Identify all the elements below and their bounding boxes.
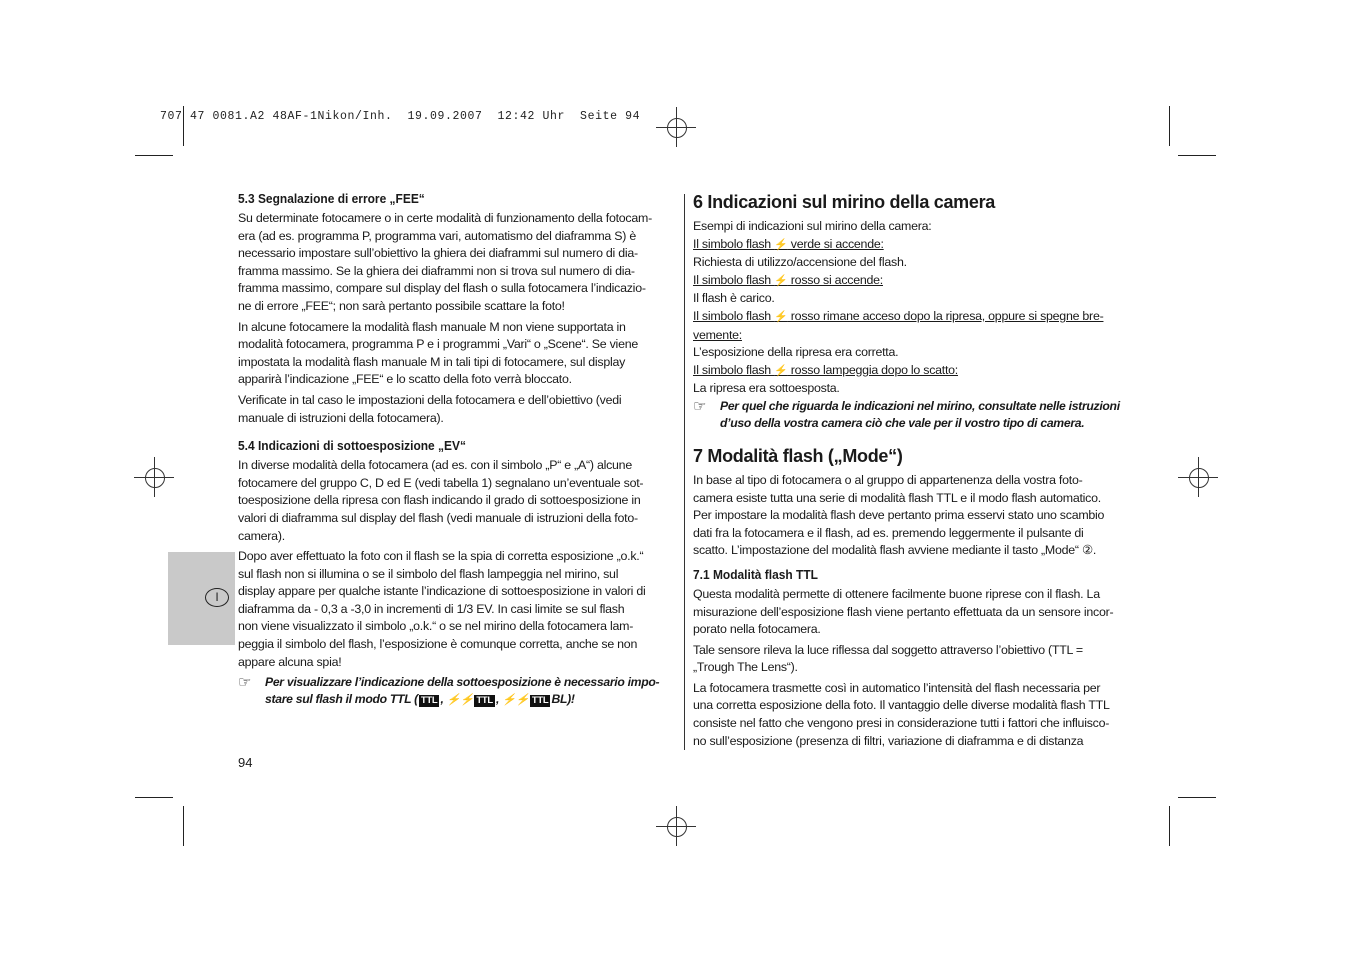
- section-title-6: 6 Indicazioni sul mirino della camera: [693, 192, 996, 212]
- section-title-5-4: 5.4 Indicazioni di sottoesposizione „EV“: [238, 438, 466, 454]
- paragraph: Verificate in tal caso le impostazioni della fotocamera e dell’obiettivo (vedi manuale di istruzioni della fotocamera).: [238, 392, 622, 425]
- crop-mark: [183, 806, 184, 846]
- language-tab-label: I: [205, 588, 229, 607]
- flash-icon: ⚡: [774, 310, 788, 323]
- pointing-hand-icon: ☞: [238, 674, 252, 692]
- language-tab: [168, 552, 235, 645]
- ttl-symbol: TTL: [531, 695, 549, 707]
- printer-slug: 707 47 0081.A2 48AF-1Nikon/Inh. 19.09.2007 12:42 Uhr Seite 94: [160, 110, 641, 123]
- note-ttl: ☞ Per visualizzare l’indicazione della sottoesposizione è necessario impo- stare sul flash il modo TTL ( TTL , ⚡⚡ TTL , ⚡⚡ TTL BL)!: [238, 674, 660, 707]
- pointing-hand-icon: ☞: [693, 397, 707, 415]
- registration-mark-left: [134, 457, 174, 497]
- left-column: [238, 190, 672, 712]
- registration-mark-bottom: [656, 806, 696, 846]
- paragraph: In diverse modalità della fotocamera (ad es. con il simbolo „P“ e „A“) alcune fotocamere del gruppo C, D ed E (vedi tabella 1) segnalano un’eventuale sot- toesposizione della ripresa con flash indicando il grado di sottoesposizione in valori di diaframma sul display del flash (vedi manuale di istruzioni della foto- camera).: [238, 458, 644, 543]
- section-title-7-1: 7.1 Modalità flash TTL: [693, 566, 818, 582]
- crop-mark: [1169, 806, 1170, 846]
- right-column: [693, 190, 1135, 753]
- paragraph: Questa modalità permette di ottenere facilmente buone riprese con il flash. La misurazione dell’esposizione flash viene pertanto effettuata da un sensore incor- porato nella fotocamera.: [693, 586, 1114, 637]
- flash-icon: ⚡: [774, 274, 788, 287]
- crop-mark: [135, 155, 173, 156]
- paragraph: La fotocamera trasmette così in automatico l’intensità del flash necessaria per una corretta esposizione della foto. Il vantaggio delle diverse modalità flash TTL consiste nel fatto che vengono presi in considerazione tutti i fattori che influisco- no sull’esposizione (presenza di filtri, variazione di diaframma e di distanza: [693, 680, 1110, 748]
- crop-mark: [1178, 155, 1216, 156]
- paragraph: In alcune fotocamere la modalità flash manuale M non viene supportata in modalità fotocamera, programma P e i programmi „Vari“ o „Scene“. Se viene impostata la modalità flash manuale M in tali tipi di fotocamere, sul display apparirà l’indicazione „FEE“ e lo scatto della foto verrà bloccato.: [238, 319, 638, 387]
- flash-icon: ⚡: [774, 238, 788, 251]
- page-number: 94: [238, 755, 253, 770]
- crop-mark: [135, 797, 173, 798]
- section-title-7: 7 Modalità flash („Mode“): [693, 445, 903, 466]
- paragraph: Esempi di indicazioni sul mirino della camera: Il simbolo flash ⚡ verde si accende: Richiesta di utilizzo/accensione del flash. Il simbolo flash ⚡ rosso si accende: Il flash è carico. Il simbolo flash ⚡ rosso rimane acceso dopo la ripresa, oppure si spegne bre- vemente: L’esposizione della ripresa era corretta. Il simbolo flash ⚡ rosso lampeggia dopo lo scatto: La ripresa era sottoesposta.: [693, 219, 1104, 396]
- registration-mark-top: [656, 107, 696, 147]
- paragraph: Dopo aver effettuato la foto con il flash se la spia di corretta esposizione „o.k.“ sul flash non si illumina o se il simbolo del flash lampeggia nel mirino, sul display appare per qualche istante l’indicazione di sottoesposizione in valori di diaframma da - 0,3 a -3,0 in incrementi di 1/3 EV. In casi limite se sul flash non viene visualizzato il simbolo „o.k.“ o se nel mirino della fotocamera lam- peggia il simbolo del flash, l’esposizione è comunque corretta, anche se non appare alcuna spia!: [238, 549, 646, 669]
- double-flash-icon: ⚡⚡: [502, 694, 529, 707]
- crop-mark: [1169, 106, 1170, 146]
- paragraph: Tale sensore rileva la luce riflessa dal soggetto attraverso l’obiettivo (TTL = „Trough The Lens“).: [693, 642, 1083, 675]
- double-flash-icon: ⚡⚡: [446, 694, 474, 707]
- column-divider: [684, 194, 685, 750]
- note-viewfinder: ☞ Per quel che riguarda le indicazioni nel mirino, consultate nelle istruzioni d’uso della vostra camera ciò che vale per il vostro tipo di camera.: [693, 397, 1120, 430]
- paragraph: Su determinate fotocamere o in certe modalità di funzionamento della fotocam- era (ad es. programma P, programma vari, automatismo del diaframma S) è necessario impostare sull’obiettivo la ghiera dei diaframmi sul numero di dia- framma massimo. Se la ghiera dei diaframmi non si trova sul numero di dia- framma massimo, compare sul display del flash o sulla fotocamera l’indicazio- ne di errore „FEE“; non sarà pertanto possibile scattare la foto!: [238, 211, 652, 313]
- ttl-symbol: TTL: [476, 695, 493, 707]
- flash-icon: ⚡: [774, 364, 788, 377]
- section-title-5-3: 5.3 Segnalazione di errore „FEE“: [238, 191, 425, 206]
- crop-mark: [1178, 797, 1216, 798]
- paragraph: In base al tipo di fotocamera o al gruppo di appartenenza della vostra foto- camera esiste tutta una serie di modalità flash TTL e il modo flash automatico. Per impostare la modalità flash deve pertanto prima esservi stato uno scambio dati fra la fotocamera e il flash, ad es. premendo leggermente il pulsante di scatto. L’impostazione del modalità flash avviene mediante il tasto „Mode“ ②.: [693, 472, 1105, 558]
- registration-mark-right: [1178, 457, 1218, 497]
- ttl-symbol: TTL: [420, 695, 438, 707]
